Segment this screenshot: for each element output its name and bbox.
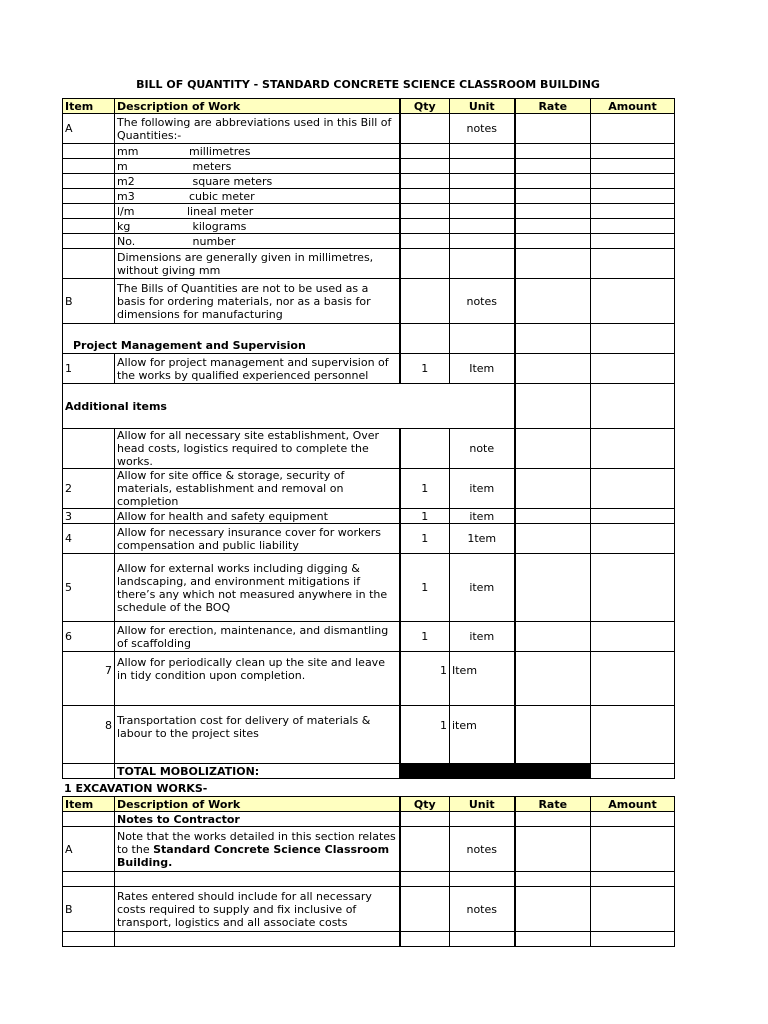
abbreviation: m	[117, 159, 128, 173]
item-cell: A	[63, 114, 115, 144]
unit-cell: Item	[450, 354, 515, 384]
unit-cell: Item	[450, 652, 515, 706]
item-cell: 6	[63, 622, 115, 652]
description-cell: Allow for site office & storage, security of materials, establishment and removal on completion	[115, 469, 400, 509]
table-row	[63, 554, 675, 622]
description-cell: Allow for all necessary site establishment, Over head costs, logistics required to complete the works.	[115, 429, 400, 469]
boq-table-mobilization	[62, 98, 675, 779]
description-cell: The Bills of Quantities are not to be used as a basis for ordering materials, nor as a basis for dimensions for manufacturing	[115, 279, 400, 324]
description-cell: Rates entered should include for all necessary costs required to supply and fix inclusive of transport, logistics and all associate costs	[115, 887, 400, 932]
qty-cell: 1	[400, 509, 450, 524]
qty-cell: 1	[400, 652, 450, 706]
abbreviation-meaning: kilograms	[189, 219, 247, 233]
abbreviation-meaning: square meters	[189, 174, 273, 188]
abbreviation-meaning: millimetres	[189, 144, 251, 158]
description-cell: The following are abbreviations used in this Bill of Quantities:-	[115, 114, 400, 144]
total-mobilization-label: TOTAL MOBOLIZATION:	[115, 764, 400, 779]
table-row	[63, 114, 675, 144]
qty-cell: 1	[400, 524, 450, 554]
table-row	[63, 429, 675, 469]
total-amount-cell	[591, 764, 675, 779]
document-title: BILL OF QUANTITY - STANDARD CONCRETE SCIENCE CLASSROOM BUILDING	[136, 78, 600, 91]
table-row	[63, 812, 675, 827]
qty-cell: 1	[400, 554, 450, 622]
table-row	[63, 354, 675, 384]
col-header-amount: Amount	[591, 797, 675, 812]
abbreviation-meaning: meters	[189, 159, 232, 173]
unit-cell: notes	[450, 114, 515, 144]
description-cell: Allow for periodically clean up the site and leave in tidy condition upon completion.	[115, 652, 400, 706]
table-row	[63, 827, 675, 872]
abbreviation: No.	[117, 234, 136, 248]
qty-cell: 1	[400, 354, 450, 384]
unit-cell: item	[450, 622, 515, 652]
abbreviation-meaning: number	[189, 234, 236, 248]
table-row	[63, 469, 675, 509]
abbreviation-meaning: lineal meter	[187, 204, 254, 218]
description-cell: Allow for necessary insurance cover for workers compensation and public liability	[115, 524, 400, 554]
description-cell: Allow for project management and supervision of the works by qualified experienced personnel	[115, 354, 400, 384]
table-row	[63, 279, 675, 324]
description-cell: Transportation cost for delivery of materials & labour to the project sites	[115, 706, 400, 764]
description-cell: Allow for erection, maintenance, and dismantling of scaffolding	[115, 622, 400, 652]
col-header-rate: Rate	[515, 99, 591, 114]
unit-cell: note	[450, 429, 515, 469]
unit-cell: item	[450, 509, 515, 524]
col-header-qty: Qty	[400, 99, 450, 114]
unit-cell: item	[450, 554, 515, 622]
section-heading-project-management: Project Management and Supervision	[63, 324, 400, 354]
col-header-amount: Amount	[591, 99, 675, 114]
col-header-description: Description of Work	[115, 797, 400, 812]
table-row	[63, 622, 675, 652]
section-title-excavation: 1 EXCAVATION WORKS-	[64, 782, 208, 795]
item-cell: 7	[63, 652, 115, 706]
table-row	[63, 524, 675, 554]
table-row	[63, 249, 675, 279]
table-row	[63, 706, 675, 764]
section-row	[63, 384, 675, 429]
table-row	[63, 144, 675, 159]
item-cell: 8	[63, 706, 115, 764]
qty-cell: 1	[400, 469, 450, 509]
table-row	[63, 932, 675, 947]
abbreviation: kg	[117, 219, 131, 233]
unit-cell: notes	[450, 827, 515, 872]
item-cell: 2	[63, 469, 115, 509]
item-cell: B	[63, 279, 115, 324]
boq-table-excavation	[62, 796, 675, 947]
table-row	[63, 509, 675, 524]
table-row	[63, 219, 675, 234]
col-header-item: Item	[63, 797, 115, 812]
table-row	[63, 159, 675, 174]
item-cell: 3	[63, 509, 115, 524]
unit-cell: 1tem	[450, 524, 515, 554]
col-header-unit: Unit	[450, 99, 515, 114]
abbreviation: m3	[117, 189, 135, 203]
description-cell: Allow for health and safety equipment	[115, 509, 400, 524]
qty-cell: 1	[400, 622, 450, 652]
abbreviation: l/m	[117, 204, 135, 218]
table-row	[63, 204, 675, 219]
item-cell: 1	[63, 354, 115, 384]
table-row	[63, 872, 675, 887]
table-row	[63, 189, 675, 204]
col-header-description: Description of Work	[115, 99, 400, 114]
description-cell: Note that the works detailed in this section relates to the Standard Concrete Science Classroom Building.	[115, 827, 400, 872]
col-header-rate: Rate	[515, 797, 591, 812]
col-header-unit: Unit	[450, 797, 515, 812]
unit-cell: notes	[450, 279, 515, 324]
col-header-qty: Qty	[400, 797, 450, 812]
unit-cell: notes	[450, 887, 515, 932]
item-cell: 4	[63, 524, 115, 554]
table-row	[63, 887, 675, 932]
table-row	[63, 234, 675, 249]
abbreviation-meaning: cubic meter	[189, 189, 255, 203]
abbreviation: mm	[117, 144, 139, 158]
description-cell: Allow for external works including digging & landscaping, and environment mitigations if there’s any which not measured anywhere in the schedule of the BOQ	[115, 554, 400, 622]
section-heading-additional-items: Additional items	[63, 384, 515, 429]
col-header-item: Item	[63, 99, 115, 114]
qty-cell: 1	[400, 706, 450, 764]
table-header-row	[63, 99, 675, 114]
unit-cell: item	[450, 706, 515, 764]
notes-to-contractor-heading: Notes to Contractor	[115, 812, 400, 827]
unit-cell: item	[450, 469, 515, 509]
item-cell: 5	[63, 554, 115, 622]
description-cell: Dimensions are generally given in millimetres, without giving mm	[115, 249, 400, 279]
abbreviation: m2	[117, 174, 135, 188]
item-cell: B	[63, 887, 115, 932]
item-cell: A	[63, 827, 115, 872]
section-row	[63, 324, 675, 354]
table-row	[63, 652, 675, 706]
total-row	[63, 764, 675, 779]
table-header-row	[63, 797, 675, 812]
table-row	[63, 174, 675, 189]
